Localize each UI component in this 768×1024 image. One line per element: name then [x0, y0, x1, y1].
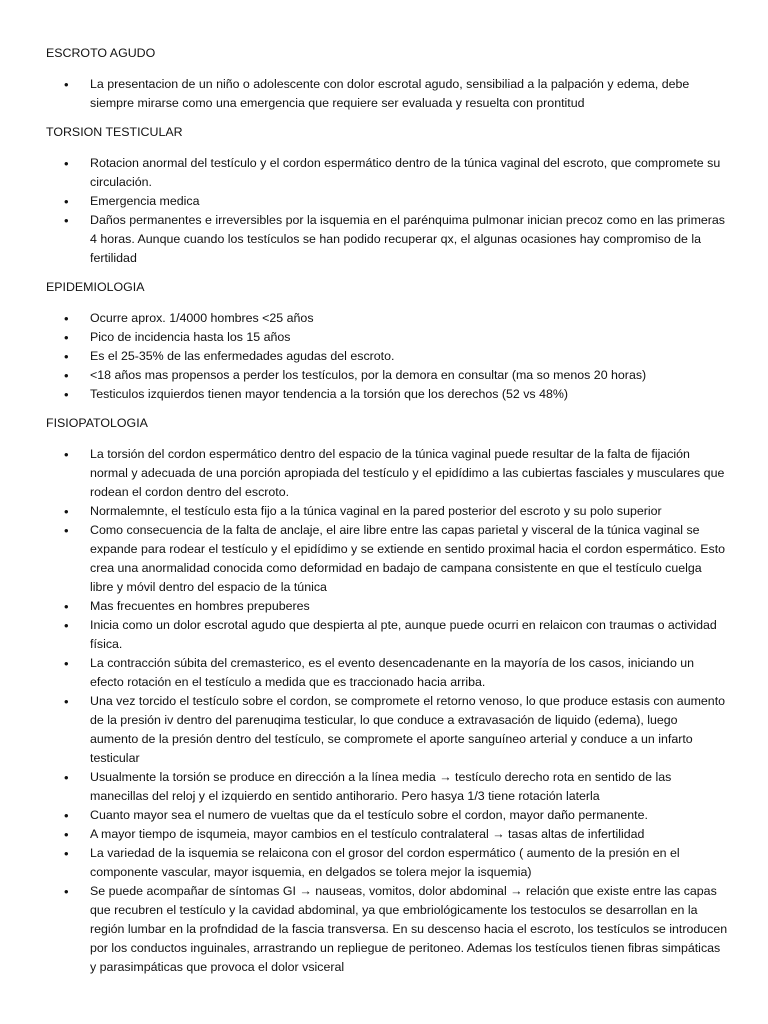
list-item: • Inicia como un dolor escrotal agudo que despierta al pte, aunque puede ocurri en relaicon con traumas o actividad física.: [46, 616, 728, 654]
list-item: • Usualmente la torsión se produce en dirección a la línea media → testículo derecho rota en sentido de las manecillas del reloj y el izquierdo en sentido antihorario. Pero hasya 1/3 tiene rotación laterla: [46, 768, 728, 806]
section-heading: FISIOPATOLOGIA: [46, 416, 148, 430]
list-item: • La contracción súbita del cremasterico, es el evento desencadenante en la mayoría de los casos, iniciando un efecto rotación en el testículo a medida que es traccionado hacia arriba.: [46, 654, 728, 692]
list-item: • Se puede acompañar de síntomas GI → nauseas, vomitos, dolor abdominal → relación que existe entre las capas que recubren el testículo y la cavidad abdominal, ya que embriológicamente los testoculos se desarrollan en la región lumbar en la profndidad de la fascia transversa. En su descenso hacia el escroto, los testículos se introducen por los conductos inguinales, arrastrando un repliegue de peritoneo. Ademas los testículos tienen fibras simpáticas y parasimpáticas que provoca el dolor vsiceral: [46, 882, 728, 977]
list-item: • Testiculos izquierdos tienen mayor tendencia a la torsión que los derechos (52 vs 48%): [46, 385, 728, 404]
list-item: • A mayor tiempo de isqumeia, mayor cambios en el testículo contralateral → tasas altas de infertilidad: [46, 825, 728, 844]
list-item: • <18 años mas propensos a perder los testículos, por la demora en consultar (ma so menos 20 horas): [46, 366, 728, 385]
list-item: • Mas frecuentes en hombres prepuberes: [46, 597, 728, 616]
list-item: • Como consecuencia de la falta de anclaje, el aire libre entre las capas parietal y visceral de la túnica vaginal se expande para rodear el testículo y el epidídimo y se extiende en sentido proximal hacia el cordon espermático. Esto crea una anormalidad conocida como deformidad en badajo de campana consistente en que el testículo cuelga libre y móvil dentro del espacio de la túnica: [46, 521, 728, 597]
section-fisiopatologia: [46, 414, 728, 977]
section-escroto-agudo: [46, 44, 728, 113]
section-torsion-testicular: [46, 123, 728, 268]
section-heading: TORSION TESTICULAR: [46, 125, 183, 139]
section-epidemiologia: [46, 278, 728, 404]
list-item: • Daños permanentes e irreversibles por la isquemia en el parénquima pulmonar inician precoz como en las primeras 4 horas. Aunque cuando los testículos se han podido recuperar qx, el algunas ocasiones hay compromiso de la fertilidad: [46, 211, 728, 268]
list-item: • Es el 25-35% de las enfermedades agudas del escroto.: [46, 347, 728, 366]
bullet-list: [46, 75, 728, 113]
list-item: • Pico de incidencia hasta los 15 años: [46, 328, 728, 347]
list-item: • La variedad de la isquemia se relaicona con el grosor del cordon espermático ( aumento de la presión en el componente vascular, mayor isquemia, en delgados se tolera mejor la isquemia): [46, 844, 728, 882]
list-item: • Normalemnte, el testículo esta fijo a la túnica vaginal en la pared posterior del escroto y su polo superior: [46, 502, 728, 521]
bullet-list: [46, 445, 728, 977]
list-item: • Ocurre aprox. 1/4000 hombres <25 años: [46, 309, 728, 328]
list-item: • La torsión del cordon espermático dentro del espacio de la túnica vaginal puede resultar de la falta de fijación normal y adecuada de una porción apropiada del testículo y el epidídimo a las cubiertas fasciales y musculares que rodean el cordon dentro del escroto.: [46, 445, 728, 502]
list-item: • Una vez torcido el testículo sobre el cordon, se compromete el retorno venoso, lo que produce estasis con aumento de la presión iv dentro del parenuqima testicular, lo que conduce a extravasación de liquido (edema), luego aumento de la presión dentro del testículo, se compromete el aporte sanguíneo arterial y conduce a un infarto testicular: [46, 692, 728, 768]
section-heading: ESCROTO AGUDO: [46, 46, 156, 60]
list-item: • Emergencia medica: [46, 192, 728, 211]
list-item: • Cuanto mayor sea el numero de vueltas que da el testículo sobre el cordon, mayor daño permanente.: [46, 806, 728, 825]
bullet-list: [46, 309, 728, 404]
bullet-list: [46, 154, 728, 268]
section-heading: EPIDEMIOLOGIA: [46, 280, 145, 294]
list-item: • La presentacion de un niño o adolescente con dolor escrotal agudo, sensibiliad a la palpación y edema, debe siempre mirarse como una emergencia que requiere ser evaluada y resuelta con prontitud: [46, 75, 728, 113]
list-item: • Rotacion anormal del testículo y el cordon espermático dentro de la túnica vaginal del escroto, que compromete su circulación.: [46, 154, 728, 192]
